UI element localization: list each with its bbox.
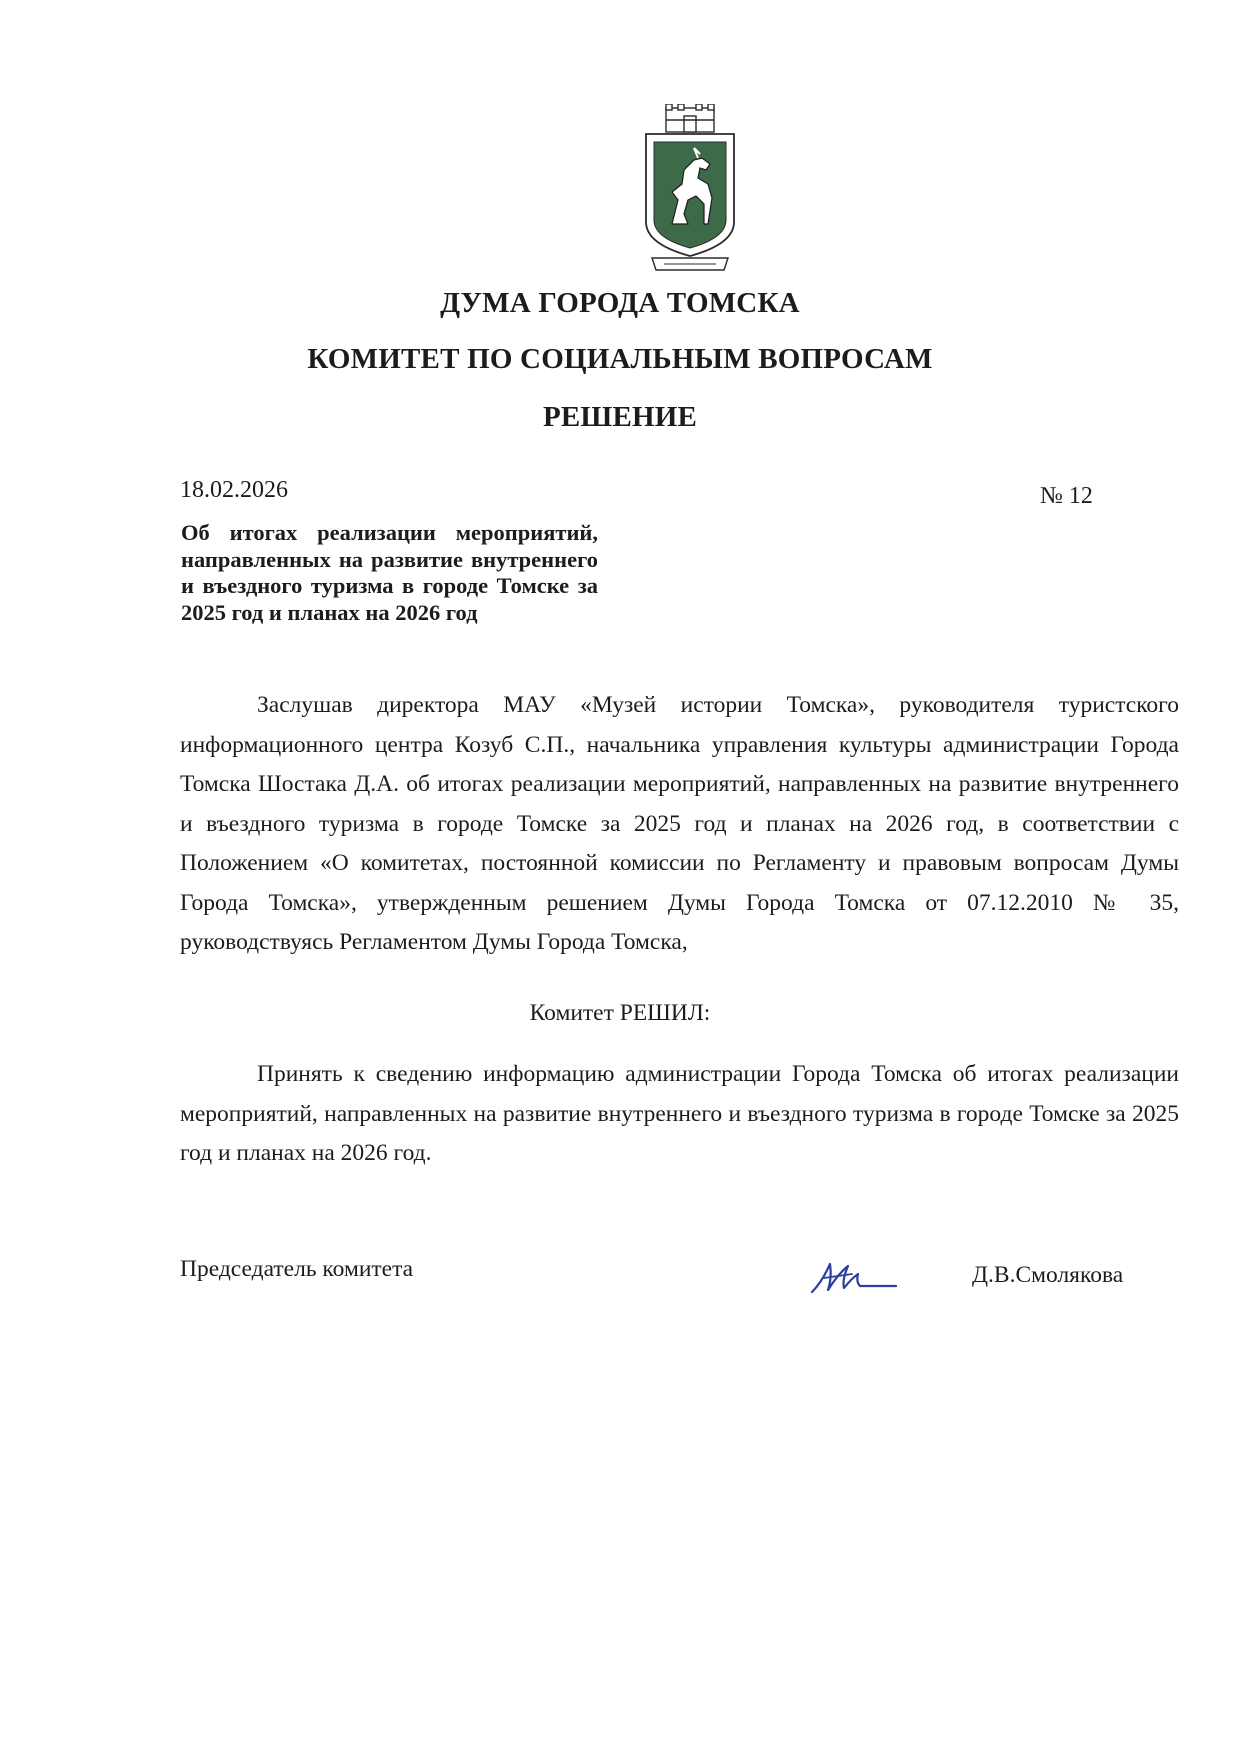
organization-title: ДУМА ГОРОДА ТОМСКА xyxy=(440,287,800,319)
chair-name: Д.В.Смолякова xyxy=(972,1262,1124,1288)
chair-title: Председатель комитета xyxy=(180,1256,414,1282)
handwritten-signature-icon xyxy=(808,1252,900,1302)
committee-title: КОМИТЕТ ПО СОЦИАЛЬНЫМ ВОПРОСАМ xyxy=(307,343,933,375)
committee-decided-line: Комитет РЕШИЛ: xyxy=(529,1000,711,1026)
body-paragraph-preamble: Заслушав директора МАУ «Музей истории Томска», руководителя туристского информационного центра Козуб С.П., начальника управления культуры администрации Города Томска Шостака Д.А. об итогах реализации мероприятий, направленных на развитие внутреннего и въездного туризма в городе Томске за 2025 год и планах на 2026 год, в соответствии с Положением «О комитетах, постоянной комиссии по Регламенту и правовым вопросам Думы Города Томска», утвержденным решением Думы Города Томска от 07.12.2010 № 35, руководствуясь Регламентом Думы Города Томска, xyxy=(180,692,1179,955)
city-coat-of-arms-icon xyxy=(642,104,738,280)
document-number: № 12 xyxy=(1040,483,1093,509)
document-type-title: РЕШЕНИЕ xyxy=(542,401,698,433)
document-date: 18.02.2026 xyxy=(180,477,288,503)
body-paragraph-resolution: Принять к сведению информацию администрации Города Томска об итогах реализации мероприятий, направленных на развитие внутреннего и въездного туризма в городе Томске за 2025 год и планах на 2026 год. xyxy=(180,1061,1179,1166)
document-subject: Об итогах реализации мероприятий, направленных на развитие внутреннего и въездного туризма в городе Томске за 2025 год и планах на 2026 год xyxy=(181,520,598,625)
